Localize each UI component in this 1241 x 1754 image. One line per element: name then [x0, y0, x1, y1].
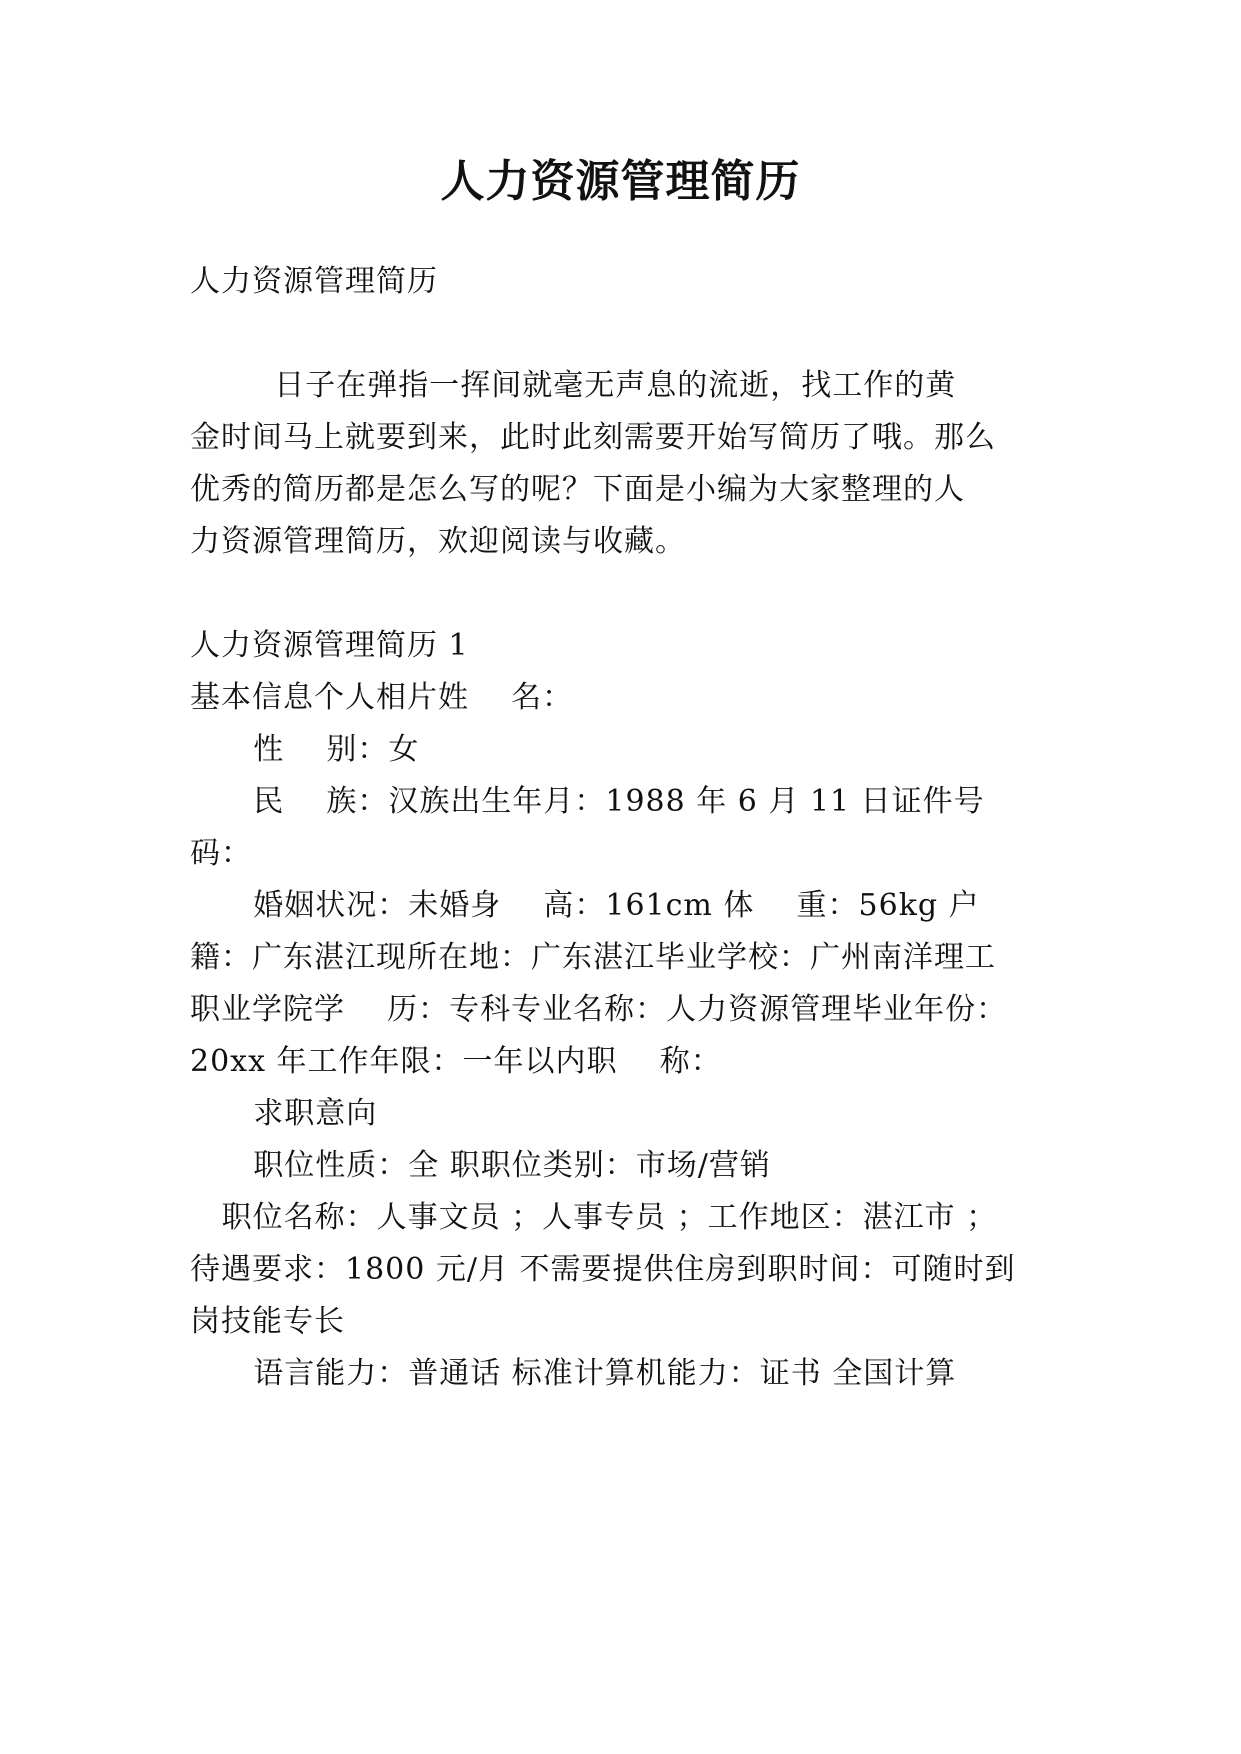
intro-line-4: 力资源管理简历，欢迎阅读与收藏。 [190, 524, 686, 559]
intro-line-2: 金时间马上就要到来，此时此刻需要开始写简历了哦。那么 [190, 420, 996, 455]
body-line-3: 民 族：汉族出生年月：1988 年 6 月 11 日证件号 [190, 784, 985, 819]
section-heading: 人力资源管理简历 1 [190, 628, 469, 663]
document-title: 人力资源管理简历 [440, 156, 801, 207]
body-line-14: 语言能力：普通话 标准计算机能力：证书 全国计算 [190, 1356, 957, 1391]
body-line-13: 岗技能专长 [190, 1304, 345, 1339]
intro-line-3: 优秀的简历都是怎么写的呢？下面是小编为大家整理的人 [190, 472, 965, 507]
body-line-7: 职业学院学 历：专科专业名称：人力资源管理毕业年份： [190, 992, 1008, 1027]
intro-line-1: 日子在弹指一挥间就毫无声息的流逝，找工作的黄 [190, 368, 957, 403]
body-line-2: 性 别：女 [190, 732, 420, 767]
document-subtitle: 人力资源管理简历 [190, 264, 438, 299]
body-line-8: 20xx 年工作年限：一年以内职 称： [190, 1044, 722, 1079]
body-line-12: 待遇要求：1800 元/月 不需要提供住房到职时间：可随时到 [190, 1252, 1016, 1287]
body-line-1: 基本信息个人相片姓 名： [190, 680, 574, 715]
body-line-6: 籍：广东湛江现所在地：广东湛江毕业学校：广州南洋理工 [190, 940, 996, 975]
body-line-5: 婚姻状况：未婚身 高：161cm 体 重：56kg 户 [190, 888, 980, 923]
body-line-10: 职位性质：全 职职位类别：市场/营销 [190, 1148, 771, 1183]
body-line-11: 职位名称：人事文员 ；人事专员 ；工作地区：湛江市 ； [190, 1200, 998, 1235]
body-line-4: 码： [190, 836, 252, 871]
body-line-9: 求职意向 [190, 1096, 378, 1131]
